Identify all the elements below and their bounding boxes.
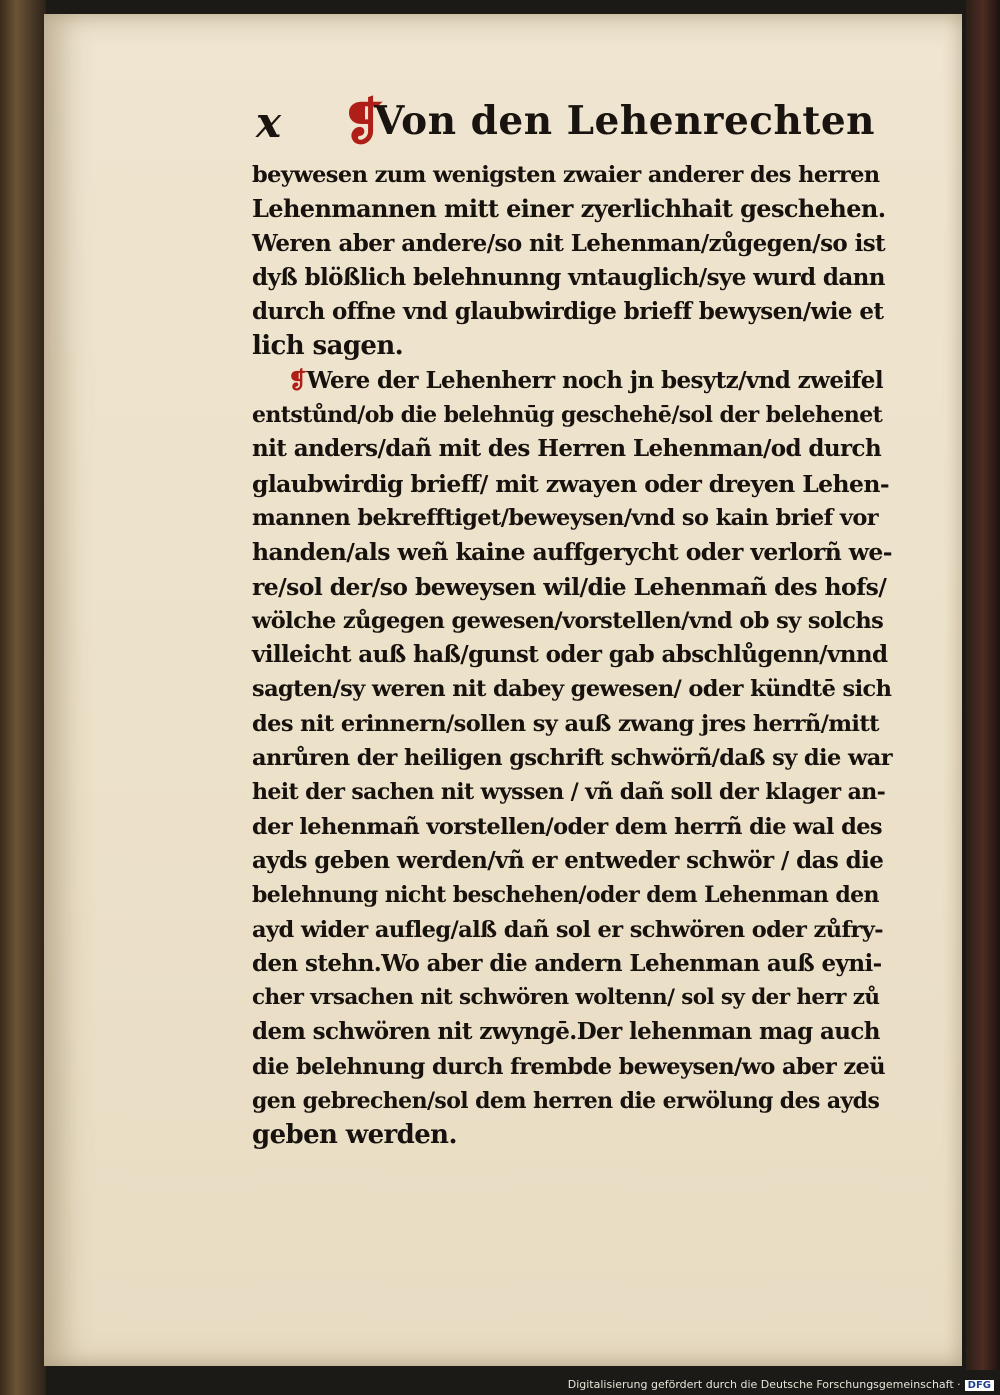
text-line: ayd wider aufleg/alß dañ sol er schwören oder zůfry- bbox=[252, 916, 884, 943]
text-line: ayds geben werden/vñ er entweder schwör / das die bbox=[252, 846, 884, 874]
text-line: nit anders/dañ mit des Herren Lehenman/od durch bbox=[252, 435, 882, 463]
text-line: den stehn.Wo aber die andern Lehenman auß eyni- bbox=[252, 949, 882, 977]
text-line: belehnung nicht beschehen/oder dem Lehenman den bbox=[252, 882, 879, 909]
dfg-logo: DFG bbox=[965, 1380, 994, 1391]
credit-text: Digitalisierung gefördert durch die Deutsche Forschungsgemeinschaft · bbox=[567, 1378, 961, 1391]
text-line: gen gebrechen/sol dem herren die erwölung des ayds bbox=[252, 1088, 880, 1115]
text-line-paragraph-start bbox=[252, 364, 892, 398]
text-line: durch offne vnd glaubwirdige brieff bewysen/wie et bbox=[252, 298, 884, 326]
text-line: des nit erinnern/sollen sy auß zwang jres herrñ/mitt bbox=[252, 710, 879, 737]
book-page bbox=[44, 14, 962, 1366]
text-line: der lehenmañ vorstellen/oder dem herrñ die wal des bbox=[252, 813, 882, 840]
text-line: heit der sachen nit wyssen / vñ dañ soll der klager an- bbox=[252, 779, 886, 806]
text-line: geben werden. bbox=[252, 1120, 457, 1151]
body-text bbox=[252, 158, 892, 1153]
text-line: handen/als weñ kaine auffgerycht oder verlorñ we- bbox=[252, 538, 892, 567]
text-line-content: Were der Lehenherr noch jn besytz/vnd zweifel bbox=[306, 366, 883, 394]
digitization-credit bbox=[568, 1378, 994, 1391]
text-line: Lehenmannen mitt einer zyerlichhait geschehen. bbox=[252, 194, 886, 224]
folio-number: x bbox=[256, 98, 282, 147]
pilcrow-icon: ❡ bbox=[342, 92, 384, 151]
text-line: dem schwören nit zwyngē.Der lehenman mag auch bbox=[252, 1018, 880, 1046]
text-line: entstůnd/ob die belehnūg geschehē/sol der belehenet bbox=[252, 402, 883, 429]
text-line: wölche zůgegen gewesen/vorstellen/vnd ob sy solchs bbox=[252, 607, 884, 634]
text-line: Weren aber andere/so nit Lehenman/zůgegen/so ist bbox=[252, 229, 886, 257]
book-cover-edge bbox=[966, 0, 1000, 1370]
text-line: sagten/sy weren nit dabey gewesen/ oder kündtē sich bbox=[252, 676, 892, 703]
text-line: mannen bekrefftiget/beweysen/vnd so kain brief vor bbox=[252, 504, 879, 531]
text-line: beywesen zum wenigsten zwaier anderer des herren bbox=[252, 162, 880, 188]
book-binding-edge bbox=[0, 0, 46, 1395]
text-line: dyß blößlich belehnunng vntauglich/sye wurd dann bbox=[252, 263, 885, 291]
text-line: lich sagen. bbox=[252, 331, 404, 362]
paragraph-marker-icon: ❡ bbox=[288, 366, 307, 394]
running-title: Von den Lehenrechten bbox=[374, 98, 876, 144]
text-line: re/sol der/so beweysen wil/die Lehenmañ des hofs/ bbox=[252, 572, 887, 601]
text-line: glaubwirdig brieff/ mit zwayen oder dreyen Lehen- bbox=[252, 469, 889, 498]
text-line: villeicht auß haß/gunst oder gab abschlůgenn/vnnd bbox=[252, 641, 888, 669]
page-header bbox=[256, 92, 876, 154]
text-line: anrůren der heiligen gschrift schwörñ/daß sy die war bbox=[252, 745, 892, 772]
text-line: cher vrsachen nit schwören woltenn/ sol sy der herr zů bbox=[252, 985, 880, 1011]
text-line: die belehnung durch frembde beweysen/wo aber zeü bbox=[252, 1053, 885, 1080]
